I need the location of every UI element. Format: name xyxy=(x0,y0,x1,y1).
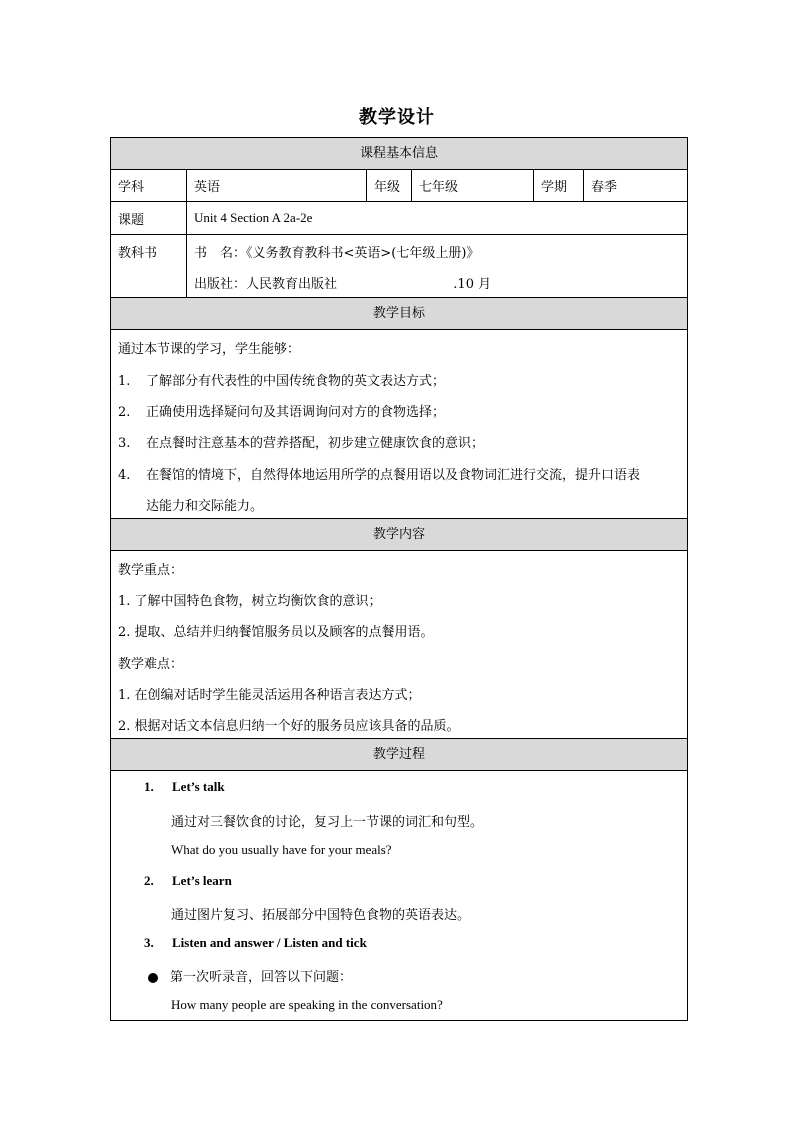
content-header: 教学内容 xyxy=(111,519,687,551)
content-body xyxy=(111,551,687,739)
basic-info-header: 课程基本信息 xyxy=(111,138,687,170)
grade-label: 年级 xyxy=(366,170,411,201)
process-step-line: What do you usually have for your meals? xyxy=(171,842,392,857)
lesson-plan-table xyxy=(110,137,688,1021)
objectives-header: 教学目标 xyxy=(111,298,687,330)
process-step-line: 通过图片复习、拓展部分中国特色食物的英语表达。 xyxy=(171,908,471,923)
objective-item: 3. 在点餐时注意基本的营养搭配，初步建立健康饮食的意识； xyxy=(118,436,485,451)
publish-date: .10 月 xyxy=(453,277,492,292)
objective-item-continuation: 达能力和交际能力。 xyxy=(146,499,264,514)
term-value: 春季 xyxy=(583,170,687,201)
process-step: 2. Let’s learn xyxy=(144,873,232,888)
objectives-intro: 通过本节课的学习，学生能够： xyxy=(118,342,301,357)
textbook-label: 教科书 xyxy=(118,246,158,261)
process-header: 教学过程 xyxy=(111,739,687,771)
key-point-item: 1. 了解中国特色食物，树立均衡饮食的意识； xyxy=(118,594,382,609)
topic-label: 课题 xyxy=(118,212,145,228)
textbook-name: 书 名：《义务教育教科书<英语>(七年级上册)》 xyxy=(194,246,480,261)
bullet-dot-icon xyxy=(148,973,158,983)
bullet-item: 第一次听录音，回答以下问题： xyxy=(148,966,681,985)
process-body xyxy=(111,771,687,1021)
key-points-label: 教学重点： xyxy=(118,563,184,578)
textbook-info xyxy=(186,235,687,297)
publisher-line xyxy=(194,273,681,292)
term-label: 学期 xyxy=(533,170,583,201)
objectives-body xyxy=(111,330,687,519)
textbook-row xyxy=(111,235,687,298)
objective-item: 1. 了解部分有代表性的中国传统食物的英文表达方式； xyxy=(118,374,446,389)
subject-value: 英语 xyxy=(186,170,366,201)
subject-label: 学科 xyxy=(118,180,145,195)
objective-item: 4. 在餐馆的情境下，自然得体地运用所学的点餐用语以及食物词汇进行交流，提升口语表 xyxy=(118,468,641,483)
key-point-item: 2. 提取、总结并归纳餐馆服务员以及顾客的点餐用语。 xyxy=(118,625,434,640)
topic-value: Unit 4 Section A 2a-2e xyxy=(186,202,687,234)
process-step: 3. Listen and answer / Listen and tick xyxy=(144,935,367,950)
difficult-points-label: 教学难点： xyxy=(118,657,184,672)
subject-row xyxy=(111,170,687,202)
topic-row xyxy=(111,202,687,235)
difficult-point-item: 1. 在创编对话时学生能灵活运用各种语言表达方式； xyxy=(118,688,421,703)
objective-item: 2. 正确使用选择疑问句及其语调询问对方的食物选择； xyxy=(118,405,446,420)
document-title: 教学设计 xyxy=(359,107,435,128)
process-step: 1. Let’s talk xyxy=(144,779,225,794)
grade-value: 七年级 xyxy=(411,170,533,201)
process-step-line: 通过对三餐饮食的讨论，复习上一节课的词汇和句型。 xyxy=(171,815,484,830)
bullet-question: How many people are speaking in the conversation? xyxy=(171,997,443,1012)
publisher: 出版社：人民教育出版社 xyxy=(194,277,338,292)
difficult-point-item: 2. 根据对话文本信息归纳一个好的服务员应该具备的品质。 xyxy=(118,719,460,734)
